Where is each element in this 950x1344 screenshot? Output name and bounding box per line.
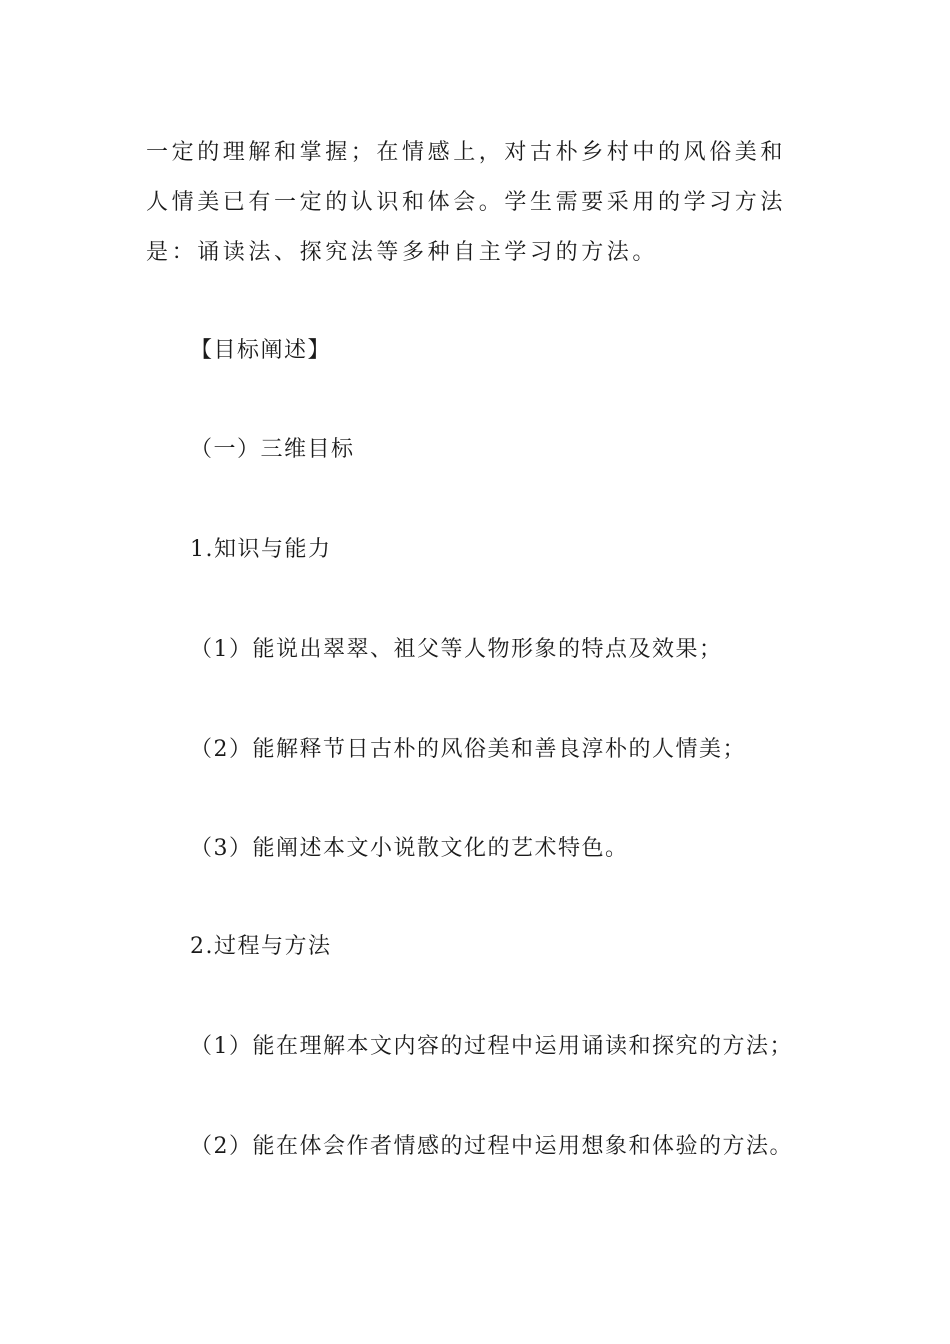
section-heading: 【目标阐述】 xyxy=(190,338,332,363)
intro-paragraph: 一定的理解和掌握；在情感上，对古朴乡村中的风俗美和人情美已有一定的认识和体会。学生需要采用的学习方法是：诵读法、探究法等多种自主学习的方法。 xyxy=(146,140,787,265)
knowledge-item-2: （2）能解释节日古朴的风俗美和善良淳朴的人情美； xyxy=(190,737,746,762)
knowledge-item-1: （1）能说出翠翠、祖父等人物形象的特点及效果； xyxy=(190,637,723,662)
knowledge-heading: 1.知识与能力 xyxy=(190,537,332,562)
knowledge-item-3: （3）能阐述本文小说散文化的艺术特色。 xyxy=(190,836,629,861)
process-heading: 2.过程与方法 xyxy=(190,934,332,959)
process-item-1: （1）能在理解本文内容的过程中运用诵读和探究的方法； xyxy=(190,1034,793,1059)
subsection-heading: （一）三维目标 xyxy=(190,437,355,462)
process-item-2: （2）能在体会作者情感的过程中运用想象和体验的方法。 xyxy=(190,1134,793,1159)
